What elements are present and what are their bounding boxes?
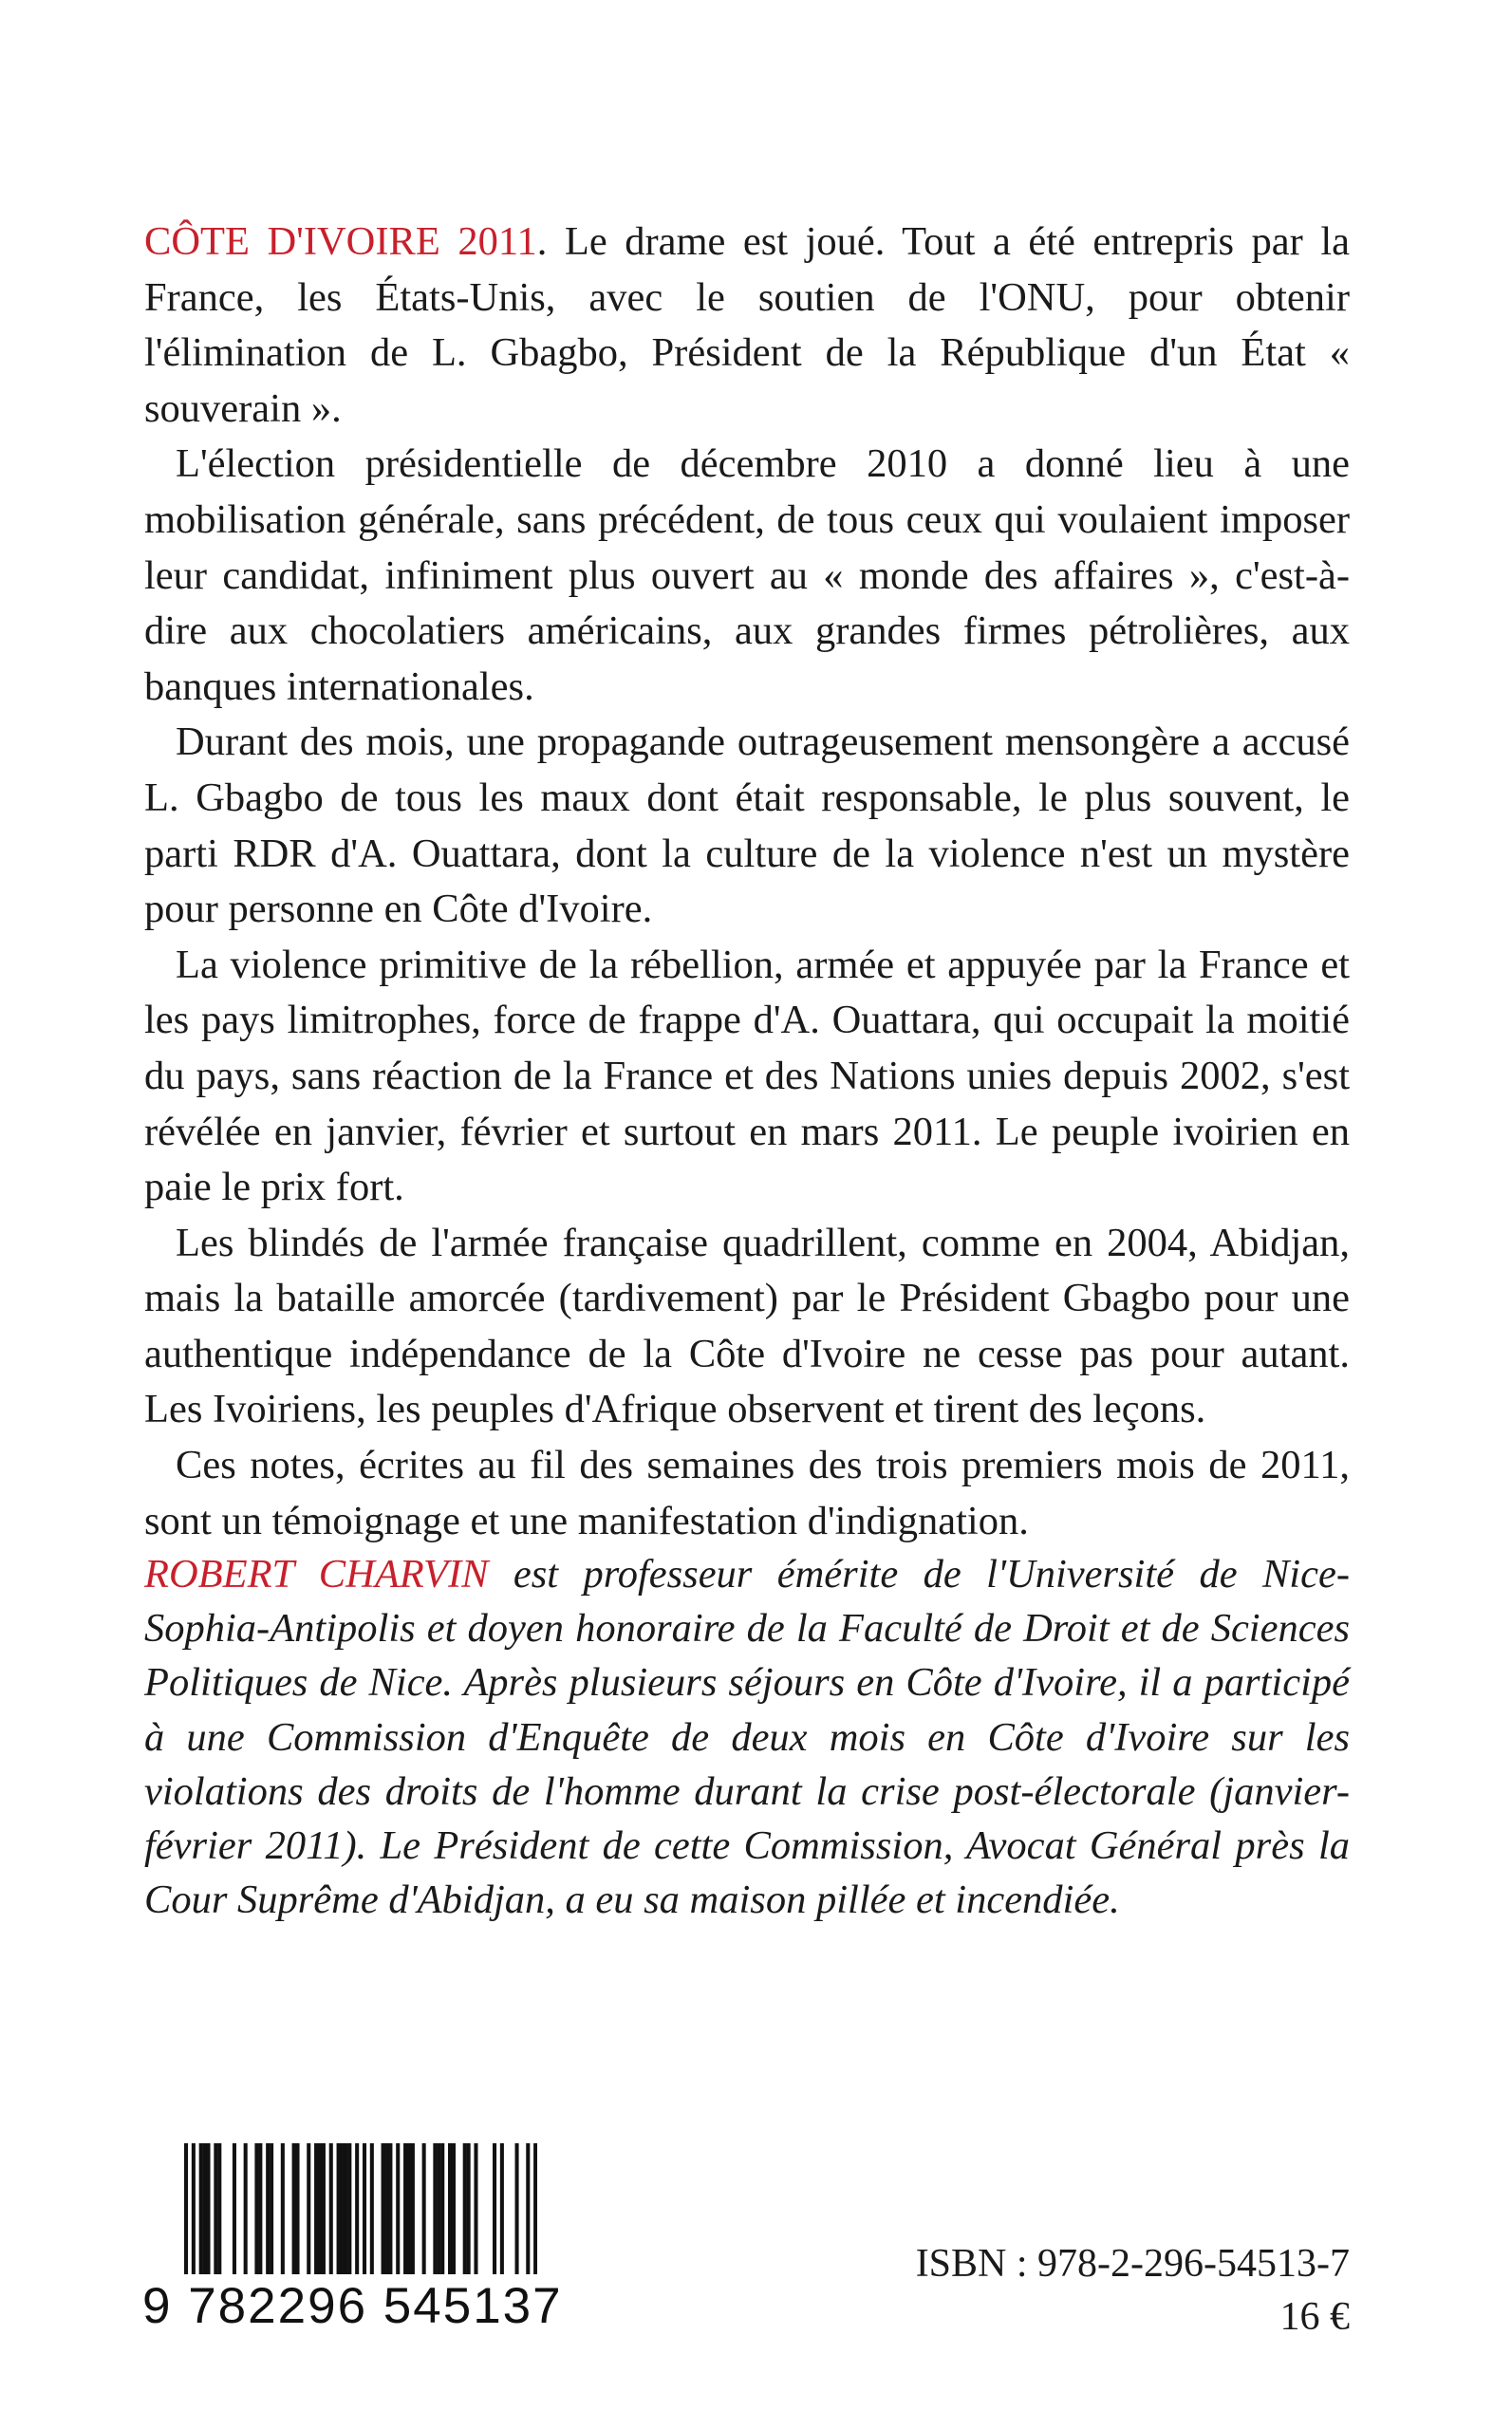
barcode-bar bbox=[184, 2143, 188, 2274]
barcode-bar bbox=[463, 2143, 467, 2274]
barcode-digits: 9 782296 545137 bbox=[142, 2278, 563, 2334]
summary-text bbox=[144, 215, 1350, 1549]
barcode-bar bbox=[437, 2143, 440, 2274]
barcode-bar bbox=[433, 2143, 437, 2274]
barcode-bar bbox=[474, 2143, 477, 2274]
barcode-bar bbox=[281, 2143, 285, 2274]
barcode-bar bbox=[314, 2143, 318, 2274]
barcode-bars bbox=[184, 2143, 537, 2274]
barcode-bar bbox=[233, 2143, 236, 2274]
summary-paragraph-2: L'élection présidentielle de décembre 2010 a donné lieu à une mobilisation générale, sans précédent, de tous ceux qui voulaient imposer leur candidat, infiniment plus ouvert au « monde des affaires », c'est-à-dire aux chocolatiers américains, aux grandes firmes pétrolières, aux banques internationales. bbox=[144, 441, 1350, 709]
barcode-bar bbox=[217, 2143, 221, 2274]
barcode-bar bbox=[515, 2143, 519, 2274]
barcode-bar bbox=[370, 2143, 374, 2274]
barcode-bar bbox=[322, 2143, 326, 2274]
barcode-bar bbox=[254, 2143, 258, 2274]
barcode-bar bbox=[403, 2143, 407, 2274]
barcode-bar bbox=[448, 2143, 452, 2274]
barcode-bar bbox=[295, 2143, 299, 2274]
barcode-bar bbox=[363, 2143, 366, 2274]
barcode-bar bbox=[318, 2143, 322, 2274]
barcode-bar bbox=[270, 2143, 273, 2274]
barcode-bar bbox=[533, 2143, 537, 2274]
summary-lead-text: . Le drame est joué. Tout a été entrepris par la France, les États-Unis, avec le soutien de l'ONU, pour obtenir l'élimination de L. Gbagbo, Président de la République d'un État « souverain ». bbox=[144, 219, 1351, 431]
barcode-bar bbox=[292, 2143, 296, 2274]
barcode-bar bbox=[467, 2143, 471, 2274]
barcode-bar bbox=[422, 2143, 426, 2274]
barcode-bar bbox=[266, 2143, 270, 2274]
barcode-bar bbox=[199, 2143, 203, 2274]
barcode-bar bbox=[214, 2143, 217, 2274]
barcode-bar bbox=[500, 2143, 504, 2274]
barcode-bar bbox=[337, 2143, 341, 2274]
barcode-bar bbox=[355, 2143, 359, 2274]
barcode-bar bbox=[440, 2143, 444, 2274]
author-bio-paragraph bbox=[144, 1547, 1350, 1927]
author-bio bbox=[144, 1547, 1350, 1927]
barcode-bar bbox=[329, 2143, 333, 2274]
barcode-bar bbox=[347, 2143, 351, 2274]
summary-paragraph-4: La violence primitive de la rébellion, armée et appuyée par la France et les pays limitrophes, force de frappe d'A. Ouattara, qui occupait la moitié du pays, sans réaction de la France et des Nations unies depuis 2002, s'est révélée en janvier, février et surtout en mars 2011. Le peuple ivoirien en paie le prix fort. bbox=[144, 942, 1350, 1210]
author-name: ROBERT CHARVIN bbox=[144, 1552, 489, 1597]
barcode-bar bbox=[344, 2143, 347, 2274]
barcode-bar bbox=[192, 2143, 196, 2274]
barcode-bar bbox=[407, 2143, 411, 2274]
summary-paragraph-5: Les blindés de l'armée française quadrillent, comme en 2004, Abidjan, mais la bataille amorcée (tardivement) par le Président Gbagbo pour une authentique indépendance de la Côte d'Ivoire ne cesse pas pour autant. Les Ivoiriens, les peuples d'Afrique observent et tirent des leçons. bbox=[144, 1220, 1350, 1432]
barcode bbox=[142, 2143, 563, 2343]
barcode-bar bbox=[388, 2143, 392, 2274]
summary-paragraph-3: Durant des mois, une propagande outrageusement mensongère a accusé L. Gbagbo de tous les maux dont était responsable, le plus souvent, le parti RDR d'A. Ouattara, dont la culture de la violence n'est un mystère pour personne en Côte d'Ivoire. bbox=[144, 719, 1350, 932]
barcode-bar bbox=[340, 2143, 344, 2274]
barcode-bar bbox=[396, 2143, 400, 2274]
summary-paragraph-6: Ces notes, écrites au fil des semaines des trois premiers mois de 2011, sont un témoignage et une manifestation d'indignation. bbox=[144, 1443, 1350, 1543]
author-bio-text: est professeur émérite de l'Université de Nice-Sophia-Antipolis et doyen honoraire de la Faculté de Droit et de Sciences Politiques de Nice. Après plusieurs séjours en Côte d'Ivoire, il a participé à une Commission d'Enquête de deux mois en Côte d'Ivoire sur les violations des droits de l'homme durant la crise post-électorale (janvier-février 2011). Le Président de cette Commission, Avocat Général près la Cour Suprême d'Abidjan, a eu sa maison pillée et incendiée. bbox=[144, 1552, 1350, 1923]
barcode-bar bbox=[244, 2143, 248, 2274]
barcode-bar bbox=[203, 2143, 207, 2274]
barcode-bar bbox=[384, 2143, 388, 2274]
summary-paragraph-1 bbox=[144, 215, 1350, 437]
barcode-bar bbox=[526, 2143, 530, 2274]
price-label: 16 € bbox=[1279, 2295, 1350, 2339]
barcode-bar bbox=[493, 2143, 496, 2274]
barcode-bar bbox=[411, 2143, 415, 2274]
barcode-bar bbox=[206, 2143, 210, 2274]
barcode-bar bbox=[258, 2143, 262, 2274]
barcode-bar bbox=[382, 2143, 385, 2274]
summary-lead-title: CÔTE D'IVOIRE 2011 bbox=[144, 219, 537, 264]
barcode-bar bbox=[307, 2143, 310, 2274]
isbn-label: ISBN : 978-2-296-54513-7 bbox=[915, 2242, 1350, 2286]
barcode-bar bbox=[452, 2143, 456, 2274]
